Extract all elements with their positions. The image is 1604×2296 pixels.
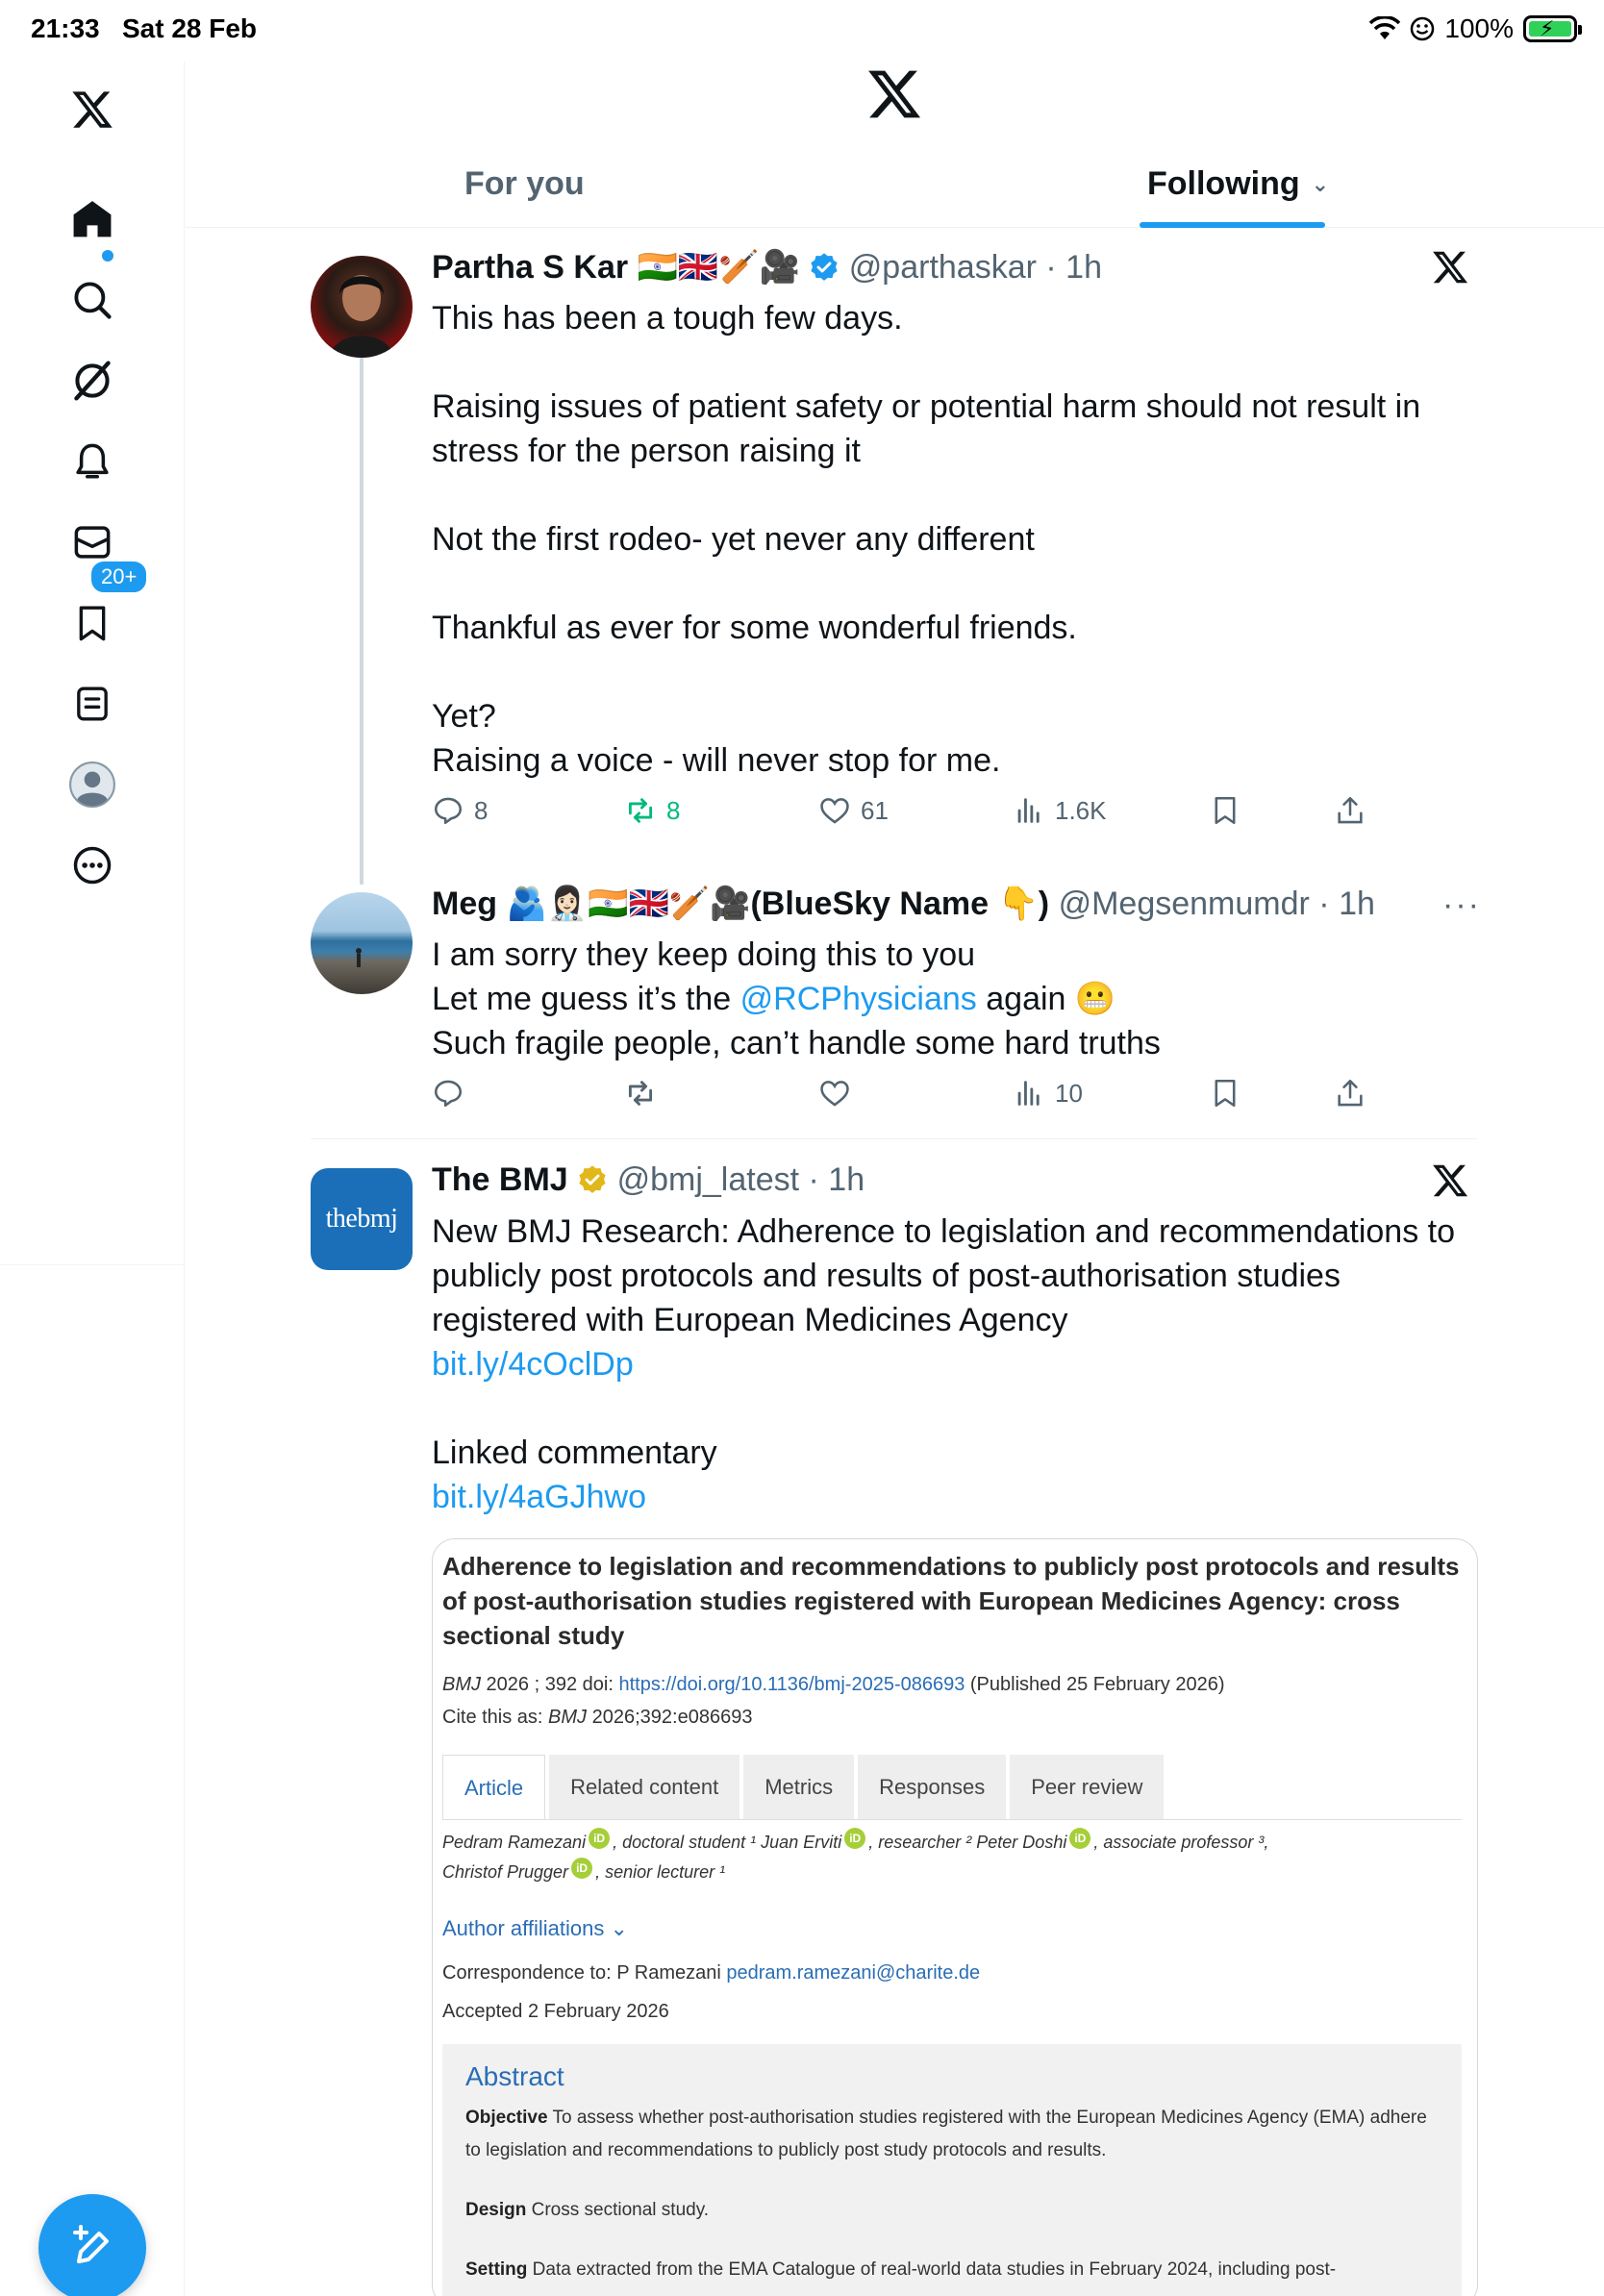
verified-badge-icon [809, 252, 840, 283]
journal-name: BMJ [442, 1674, 481, 1695]
author-name: Peter Doshi [976, 1833, 1067, 1852]
sidebar-divider [0, 1264, 185, 1265]
thread-line [360, 358, 363, 885]
article-tab: Metrics [743, 1755, 854, 1820]
orcid-icon: iD [1069, 1828, 1090, 1849]
battery-icon: ⚡ [1523, 15, 1577, 42]
author-name: Juan Erviti [761, 1833, 842, 1852]
post-line-text: again 😬 [976, 981, 1116, 1017]
reply-icon [432, 794, 464, 827]
abstract-objective [465, 2102, 1439, 2167]
sidebar-item-more[interactable] [63, 836, 121, 894]
header-x-logo-icon[interactable] [865, 65, 923, 123]
avatar-icon [68, 761, 116, 809]
views-count: 1.6K [1055, 795, 1107, 825]
article-abstract [442, 2044, 1462, 2296]
sidebar-item-explore[interactable] [63, 271, 121, 329]
tab-following[interactable] [1147, 165, 1329, 203]
post-avatar[interactable] [311, 892, 413, 994]
post-author-emojis: 🫂👩🏻‍⚕️🇮🇳🇬🇧🏏🎥 [506, 886, 751, 922]
post-line: This has been a tough few days. [432, 300, 903, 337]
gold-verified-badge-icon [577, 1164, 608, 1195]
orcid-icon: iD [571, 1858, 592, 1879]
post-author-name[interactable]: Partha S Kar [432, 249, 629, 286]
mention-link[interactable]: @RCPhysicians [739, 981, 977, 1017]
article-title: Adherence to legislation and recommendations to publicly post protocols and results of post-authorisation studies registered with European Medicines Agency: cross sectional study [442, 1552, 1460, 1650]
wifi-icon [1369, 16, 1400, 41]
post-line: Linked commentary [432, 1435, 717, 1471]
author-role: , doctoral student ¹ [613, 1833, 757, 1852]
author-role: , senior lecturer ¹ [595, 1862, 726, 1882]
bell-icon [72, 441, 113, 482]
post-line: Yet? [432, 698, 496, 735]
post-link[interactable]: bit.ly/4cOclDp [432, 1346, 634, 1383]
abstract-design [465, 2194, 1439, 2227]
article-authors [442, 1828, 1462, 1887]
home-unread-dot [102, 250, 113, 262]
author-role: , associate professor ³, [1093, 1833, 1269, 1852]
repost-icon [624, 794, 657, 827]
cite-this-as [442, 1707, 752, 1729]
published-date: (Published 25 February 2026) [965, 1674, 1225, 1695]
like-count: 61 [861, 795, 889, 825]
abstract-label: Objective [465, 2108, 548, 2128]
article-preview-card[interactable] [432, 1538, 1478, 2296]
post-divider [311, 1138, 1478, 1139]
reply-icon [432, 1077, 464, 1110]
post-header [432, 248, 1102, 287]
sidebar-item-notifications[interactable] [63, 433, 121, 490]
repost-button[interactable] [624, 1077, 657, 1110]
post-header [432, 1161, 865, 1199]
bookmark-button[interactable] [1209, 794, 1241, 827]
sidebar-item-profile[interactable] [63, 756, 121, 813]
post-time[interactable]: · 1h [1045, 249, 1102, 286]
doi-link: https://doi.org/10.1136/bmj-2025-086693 [618, 1674, 965, 1695]
chevron-down-icon: ⌄ [1311, 172, 1330, 196]
sidebar-item-lists[interactable] [63, 675, 121, 733]
article-tab: Related content [549, 1755, 739, 1820]
like-button[interactable] [818, 1077, 851, 1110]
status-bar [0, 0, 1604, 62]
tab-following-label: Following [1147, 165, 1300, 202]
grok-x-icon[interactable] [1431, 1161, 1477, 1208]
repost-icon [624, 1077, 657, 1110]
correspondence-email: pedram.ramezani@charite.de [726, 1962, 981, 1984]
like-button[interactable] [818, 794, 889, 827]
share-button[interactable] [1334, 794, 1366, 827]
bookmark-icon [1209, 794, 1241, 827]
views-button[interactable] [1013, 794, 1107, 827]
heart-icon [818, 794, 851, 827]
orcid-icon: iD [589, 1828, 610, 1849]
share-icon [1334, 794, 1366, 827]
sidebar [0, 62, 185, 2296]
post-actions [432, 1077, 1393, 1125]
repost-button[interactable] [624, 794, 680, 827]
correspondence-label: Correspondence to: P Ramezani [442, 1962, 727, 1984]
author-name: Pedram Ramezani [442, 1833, 587, 1852]
article-tab: Peer review [1010, 1755, 1164, 1820]
reply-count: 8 [474, 795, 489, 825]
post-handle[interactable]: @Megsenmumdr [1058, 886, 1310, 922]
search-icon [72, 280, 113, 320]
correspondence [442, 1962, 980, 1984]
views-icon [1013, 1077, 1045, 1110]
abstract-text: To assess whether post-authorisation studies registered with the European Medicines Agency (EMA) adhere to legislation and recommendations to publicly post study protocols and results. [465, 2108, 1427, 2160]
post-line: I am sorry they keep doing this to you [432, 936, 976, 973]
tab-for-you[interactable]: For you [464, 165, 585, 202]
author-name: Christof Prugger [442, 1862, 569, 1882]
post-line: Raising a voice - will never stop for me. [432, 742, 1001, 779]
sidebar-item-grok[interactable] [63, 352, 121, 410]
reply-button[interactable] [432, 1077, 464, 1110]
x-logo-icon[interactable] [63, 81, 121, 138]
views-count: 10 [1055, 1078, 1083, 1108]
abstract-title: Abstract [465, 2061, 564, 2091]
abstract-setting [465, 2254, 1439, 2286]
post-avatar[interactable] [311, 256, 413, 358]
post-link[interactable]: bit.ly/4aGJhwo [432, 1479, 646, 1515]
post-author-name[interactable]: The BMJ [432, 1161, 568, 1198]
share-button[interactable] [1334, 1077, 1366, 1110]
post-author-name-suffix: (BlueSky Name 👇) [750, 886, 1050, 922]
home-icon [71, 198, 113, 240]
post-header [432, 885, 1375, 923]
grok-icon [71, 360, 113, 402]
article-tabs [442, 1755, 1164, 1820]
sidebar-item-bookmarks[interactable] [63, 594, 121, 652]
battery-percent: 100% [1444, 13, 1514, 43]
article-citation [442, 1674, 1225, 1696]
more-circle-icon [72, 845, 113, 886]
compose-button[interactable] [38, 2194, 146, 2296]
heart-icon [818, 1077, 851, 1110]
post-text [432, 933, 1470, 1065]
abstract-label: Design [465, 2200, 527, 2220]
abstract-label: Setting [465, 2259, 528, 2280]
post-avatar[interactable] [311, 1168, 413, 1270]
reply-button[interactable] [432, 794, 488, 827]
post-line-text: Let me guess it’s the [432, 981, 740, 1017]
notifications-badge: 20+ [88, 559, 149, 595]
abstract-text: Cross sectional study. [526, 2200, 710, 2220]
abstract-text: Data extracted from the EMA Catalogue of real-world data studies in February 2024, including post- [527, 2259, 1337, 2280]
views-button[interactable] [1013, 1077, 1083, 1110]
cite-label: Cite this as: [442, 1707, 549, 1728]
post-line: Thankful as ever for some wonderful friends. [432, 610, 1077, 646]
post-handle[interactable]: @parthaskar [848, 249, 1037, 286]
bmj-logo-text: thebmj [325, 1204, 398, 1234]
citation-text: 2026 ; 392 doi: [481, 1674, 619, 1695]
sidebar-item-messages[interactable] [63, 513, 121, 571]
repost-count: 8 [666, 795, 681, 825]
author-affiliations: Author affiliations ⌄ [442, 1916, 628, 1940]
timeline-tabs [186, 144, 1604, 228]
sidebar-item-home[interactable] [63, 190, 121, 248]
orcid-icon: iD [844, 1828, 865, 1849]
bookmark-icon [73, 604, 112, 642]
post-author-name[interactable]: Meg [432, 886, 497, 922]
post-actions [432, 794, 1393, 842]
compose-icon [69, 2225, 115, 2271]
post-text [432, 296, 1470, 783]
post-handle[interactable]: @bmj_latest [616, 1161, 800, 1198]
article-tabs-rule [442, 1819, 1462, 1820]
status-right [1369, 13, 1577, 44]
post-line: New BMJ Research: Adherence to legislation and recommendations to publicly post protocols and results of post-authorisation studies registered with European Medicines Agency [432, 1213, 1456, 1338]
journal-name: BMJ [548, 1707, 588, 1728]
post-time[interactable]: · 1h [808, 1161, 865, 1198]
post-author-emojis: 🇮🇳🇬🇧🏏🎥 [637, 249, 800, 286]
grok-x-icon[interactable] [1431, 248, 1477, 294]
active-tab-indicator [1140, 222, 1325, 228]
post-line: Such fragile people, can’t handle some hard truths [432, 1025, 1161, 1061]
author-role: , researcher ² [868, 1833, 972, 1852]
accepted-date: Accepted 2 February 2026 [442, 2001, 669, 2022]
smiley-icon [1410, 16, 1435, 41]
mail-icon [72, 522, 113, 562]
post-time[interactable]: · 1h [1318, 886, 1375, 922]
cite-value: 2026;392:e086693 [587, 1707, 753, 1728]
post-line: Raising issues of patient safety or potential harm should not result in stress for the person raising it [432, 388, 1421, 469]
more-options-icon[interactable]: ··· [1442, 886, 1481, 923]
article-tab: Responses [858, 1755, 1006, 1820]
share-icon [1334, 1077, 1366, 1110]
post-line [432, 977, 1470, 1021]
bookmark-button[interactable] [1209, 1077, 1241, 1110]
bookmark-icon [1209, 1077, 1241, 1110]
status-time: 21:33 Sat 28 Feb [31, 13, 258, 43]
article-tab: Article [442, 1755, 545, 1820]
post-line: Not the first rodeo- yet never any different [432, 521, 1035, 558]
views-icon [1013, 794, 1045, 827]
list-icon [73, 685, 112, 723]
post-text [432, 1210, 1470, 1519]
